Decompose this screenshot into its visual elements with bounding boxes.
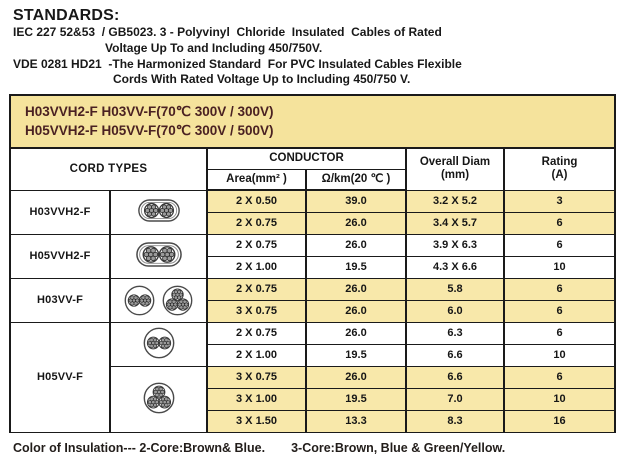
cell-area: 2 X 1.00 bbox=[207, 344, 306, 366]
cell-diam: 3.2 X 5.2 bbox=[406, 190, 504, 212]
cell-diam: 8.3 bbox=[406, 410, 504, 432]
header-overall-diam: Overall Diam (mm) bbox=[406, 148, 504, 190]
cell-area: 2 X 0.75 bbox=[207, 278, 306, 300]
standard-vde-line: VDE 0281 HD21 -The Harmonized Standard For PVC Insulated Cables Flexible bbox=[13, 56, 462, 71]
cell-area: 3 X 1.00 bbox=[207, 388, 306, 410]
table-row bbox=[10, 278, 615, 300]
cell-diam: 6.6 bbox=[406, 344, 504, 366]
cell-area: 2 X 0.75 bbox=[207, 212, 306, 234]
cell-diam: 4.3 X 6.6 bbox=[406, 256, 504, 278]
table-title-band bbox=[10, 95, 615, 148]
header-area: Area(mm² ) bbox=[207, 169, 306, 190]
cell-resistance: 19.5 bbox=[306, 388, 406, 410]
cell-diam: 6.3 bbox=[406, 322, 504, 344]
insulation-2core-note: Color of Insulation--- 2-Core:Brown& Blue. bbox=[13, 440, 266, 455]
group-label-h03vvh2f: H03VVH2-F bbox=[10, 190, 110, 234]
round-3-core-cable-icon bbox=[162, 285, 193, 316]
table-row bbox=[10, 234, 615, 256]
standards-section bbox=[0, 0, 624, 88]
cell-resistance: 13.3 bbox=[306, 410, 406, 432]
cell-rating: 6 bbox=[504, 278, 615, 300]
cell-rating: 16 bbox=[504, 410, 615, 432]
header-conductor: CONDUCTOR bbox=[207, 148, 406, 169]
cell-rating: 6 bbox=[504, 234, 615, 256]
table-title bbox=[10, 95, 615, 148]
cell-area: 3 X 1.50 bbox=[207, 410, 306, 432]
cell-diam: 6.0 bbox=[406, 300, 504, 322]
header-resistance: Ω/km(20 ℃ ) bbox=[306, 169, 406, 190]
round-2-core-cable-icon bbox=[124, 285, 155, 316]
cell-area: 3 X 0.75 bbox=[207, 366, 306, 388]
cell-rating: 10 bbox=[504, 256, 615, 278]
table-row bbox=[10, 190, 615, 212]
round-2-core-cable-icon bbox=[110, 322, 207, 366]
cell-resistance: 26.0 bbox=[306, 300, 406, 322]
table-header-row-1 bbox=[10, 148, 615, 169]
insulation-color-note bbox=[13, 441, 624, 455]
flat-2-core-cable-icon bbox=[110, 234, 207, 278]
cell-rating: 6 bbox=[504, 300, 615, 322]
cell-diam: 7.0 bbox=[406, 388, 504, 410]
table-title-line1: H03VVH2-F H03VV-F(70℃ 300V / 300V) bbox=[25, 104, 274, 120]
cell-area: 2 X 0.75 bbox=[207, 234, 306, 256]
cell-rating: 6 bbox=[504, 322, 615, 344]
cell-area: 3 X 0.75 bbox=[207, 300, 306, 322]
flat-2-core-cable-icon bbox=[110, 190, 207, 234]
header-cord-types: CORD TYPES bbox=[10, 148, 207, 190]
cell-diam: 5.8 bbox=[406, 278, 504, 300]
table-title-line2: H05VVH2-F H05VV-F(70℃ 300V / 500V) bbox=[25, 122, 274, 138]
group-label-h05vvh2f: H05VVH2-F bbox=[10, 234, 110, 278]
insulation-3core-note: 3-Core:Brown, Blue & Green/Yellow. bbox=[291, 440, 506, 455]
cell-diam: 3.9 X 6.3 bbox=[406, 234, 504, 256]
standard-iec-line-cont: Voltage Up To and Including 450/750V. bbox=[105, 40, 323, 55]
cell-rating: 6 bbox=[504, 366, 615, 388]
cell-resistance: 26.0 bbox=[306, 212, 406, 234]
cell-diam: 6.6 bbox=[406, 366, 504, 388]
group-label-h03vvf: H03VV-F bbox=[10, 278, 110, 322]
table-row bbox=[10, 322, 615, 344]
cell-resistance: 26.0 bbox=[306, 278, 406, 300]
cell-rating: 10 bbox=[504, 388, 615, 410]
round-3-core-cable-icon bbox=[110, 366, 207, 432]
standards-heading: STANDARDS: bbox=[13, 7, 120, 24]
cell-resistance: 39.0 bbox=[306, 190, 406, 212]
standard-vde-line-cont: Cords With Rated Voltage Up to Including 450/750 V. bbox=[113, 72, 411, 87]
cell-rating: 3 bbox=[504, 190, 615, 212]
cell-diam: 3.4 X 5.7 bbox=[406, 212, 504, 234]
cell-area: 2 X 0.50 bbox=[207, 190, 306, 212]
group-label-h05vvf: H05VV-F bbox=[10, 322, 110, 432]
cell-resistance: 19.5 bbox=[306, 344, 406, 366]
standard-iec-line: IEC 227 52&53 / GB5023. 3 - Polyvinyl Chloride Insulated Cables of Rated bbox=[13, 25, 442, 39]
header-rating: Rating (A) bbox=[504, 148, 615, 190]
cord-spec-table bbox=[9, 94, 616, 433]
cell-resistance: 26.0 bbox=[306, 366, 406, 388]
cell-rating: 10 bbox=[504, 344, 615, 366]
cell-resistance: 19.5 bbox=[306, 256, 406, 278]
round-2-core-and-3-core-cable-icons bbox=[110, 278, 207, 322]
cell-resistance: 26.0 bbox=[306, 322, 406, 344]
cell-resistance: 26.0 bbox=[306, 234, 406, 256]
cell-rating: 6 bbox=[504, 212, 615, 234]
cell-area: 2 X 1.00 bbox=[207, 256, 306, 278]
cell-area: 2 X 0.75 bbox=[207, 322, 306, 344]
